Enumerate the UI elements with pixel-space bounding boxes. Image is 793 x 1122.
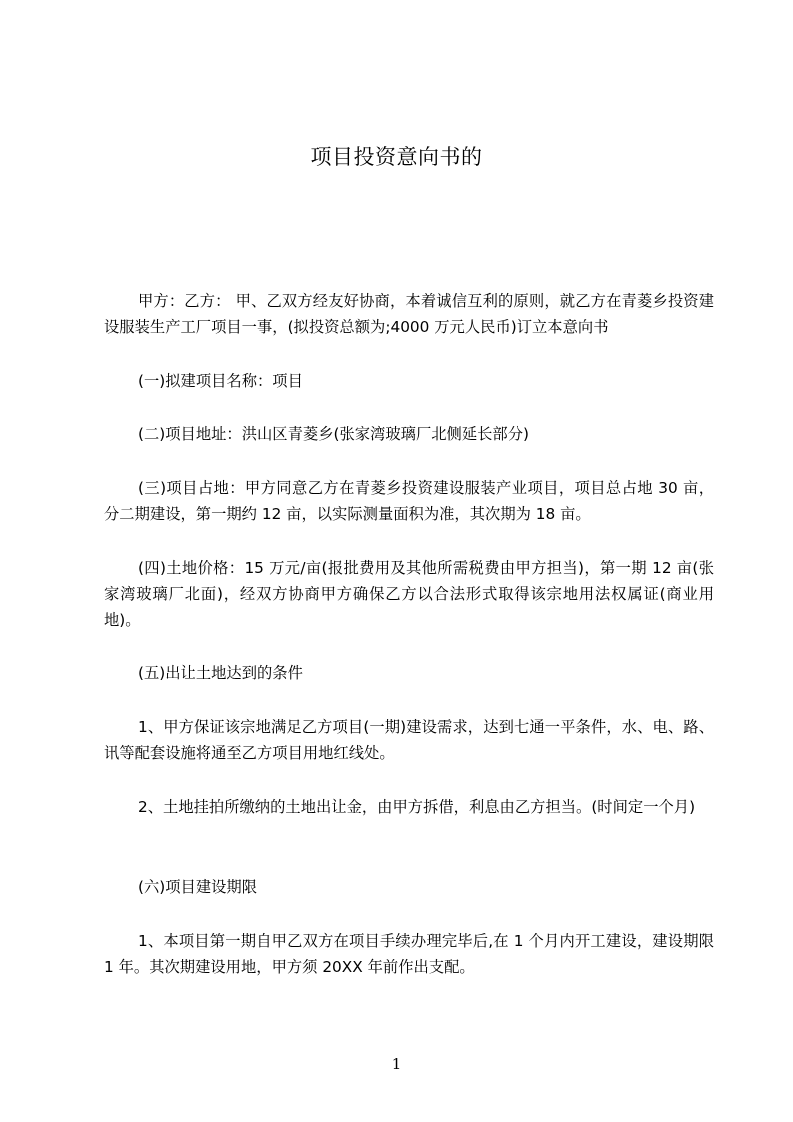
paragraph-condition-2: 2、土地挂拍所缴纳的土地出让金，由甲方拆借，利息由乙方担当。(时间定一个月): [138, 798, 696, 816]
paragraph-construction-period-1: 1、本项目第一期自甲乙双方在项目手续办理完毕后,在 1 个月内开工建设，建设期限 1 年。其次期建设用地，甲方须 20XX 年前作出支配。: [104, 932, 714, 976]
paragraph-project-address: (二)项目地址：洪山区青菱乡(张家湾玻璃厂北侧延长部分): [138, 425, 529, 443]
paragraph-project-name: (一)拟建项目名称：项目: [138, 372, 303, 390]
paragraph-intro: 甲方：乙方： 甲、乙双方经友好协商，本着诚信互利的原则，就乙方在青菱乡投资建设服装生产工厂项目一事，(拟投资总额为;4000 万元人民币)订立本意向书: [104, 292, 714, 336]
paragraph-condition-1: 1、甲方保证该宗地满足乙方项目(一期)建设需求，达到七通一平条件，水、电、路、讯等配套设施将通至乙方项目用地红线处。: [104, 718, 714, 762]
paragraph-construction-period-heading: (六)项目建设期限: [138, 878, 258, 896]
paragraph-project-land: (三)项目占地：甲方同意乙方在青菱乡投资建设服装产业项目，项目总占地 30 亩，分二期建设，第一期约 12 亩，以实际测量面积为准，其次期为 18 亩。: [104, 479, 714, 523]
paragraph-land-price: (四)土地价格：15 万元/亩(报批费用及其他所需税费由甲方担当)，第一期 12 亩(张家湾玻璃厂北面)，经双方协商甲方确保乙方以合法形式取得该宗地用法权属证(商业用地)。: [104, 559, 714, 629]
document-title: 项目投资意向书的: [310, 145, 483, 169]
page-number: 1: [391, 1055, 402, 1073]
paragraph-land-conditions-heading: (五)出让土地达到的条件: [138, 664, 303, 682]
